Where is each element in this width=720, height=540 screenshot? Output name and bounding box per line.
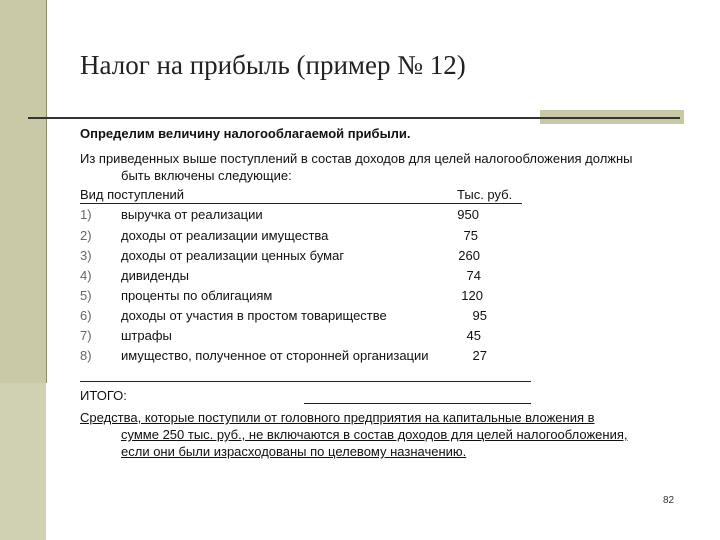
page-number: 82 <box>663 495 675 506</box>
row-label: имущество, полученное от сторонней организации <box>121 348 429 363</box>
slide-heading: Определим величину налогооблагаемой прибыли. <box>80 126 411 141</box>
row-label: доходы от участия в простом товариществе <box>121 308 387 323</box>
row-value: 950 <box>457 207 479 222</box>
row-label: доходы от реализации имущества <box>121 228 329 243</box>
total-value-line <box>304 403 531 404</box>
side-decor-bar-lower <box>0 383 46 540</box>
total-label: ИТОГО: <box>80 388 127 403</box>
intro-line-1: Из приведенных выше поступлений в состав доходов для целей налогообложения должны <box>80 151 633 166</box>
side-decor-line <box>46 0 47 383</box>
row-value: 45 <box>466 328 481 343</box>
row-value: 95 <box>472 308 487 323</box>
row-number: 5) <box>80 288 92 303</box>
note-line-1: Средства, которые поступили от головного предприятия на капитальные вложения в <box>80 410 595 425</box>
intro-line-2: быть включены следующие: <box>121 168 292 183</box>
total-separator-line <box>80 381 531 382</box>
header-underline <box>80 203 522 204</box>
row-number: 8) <box>80 348 92 363</box>
row-number: 7) <box>80 328 92 343</box>
title-rule <box>28 117 680 119</box>
row-label: доходы от реализации ценных бумаг <box>121 248 345 263</box>
row-value: 260 <box>458 248 480 263</box>
row-value: 74 <box>466 268 481 283</box>
row-number: 2) <box>80 228 92 243</box>
row-number: 6) <box>80 308 92 323</box>
note-line-3: если они были израсходованы по целевому назначению. <box>121 444 467 459</box>
row-label: выручка от реализации <box>121 207 263 222</box>
row-value: 120 <box>461 288 483 303</box>
side-decor-bar <box>0 0 46 540</box>
note-line-2: сумме 250 тыс. руб., не включаются в состав доходов для целей налогообложения, <box>121 427 628 442</box>
slide-title: Налог на прибыль (пример № 12) <box>80 50 466 80</box>
row-number: 1) <box>80 207 92 222</box>
row-value: 75 <box>463 228 478 243</box>
row-label: проценты по облигациям <box>121 288 273 303</box>
row-label: дивиденды <box>121 268 189 283</box>
column-header-unit: Тыс. руб. <box>457 187 513 202</box>
row-number: 4) <box>80 268 92 283</box>
row-number: 3) <box>80 248 92 263</box>
row-label: штрафы <box>121 328 172 343</box>
row-value: 27 <box>472 348 487 363</box>
column-header-kind: Вид поступлений <box>80 187 185 202</box>
